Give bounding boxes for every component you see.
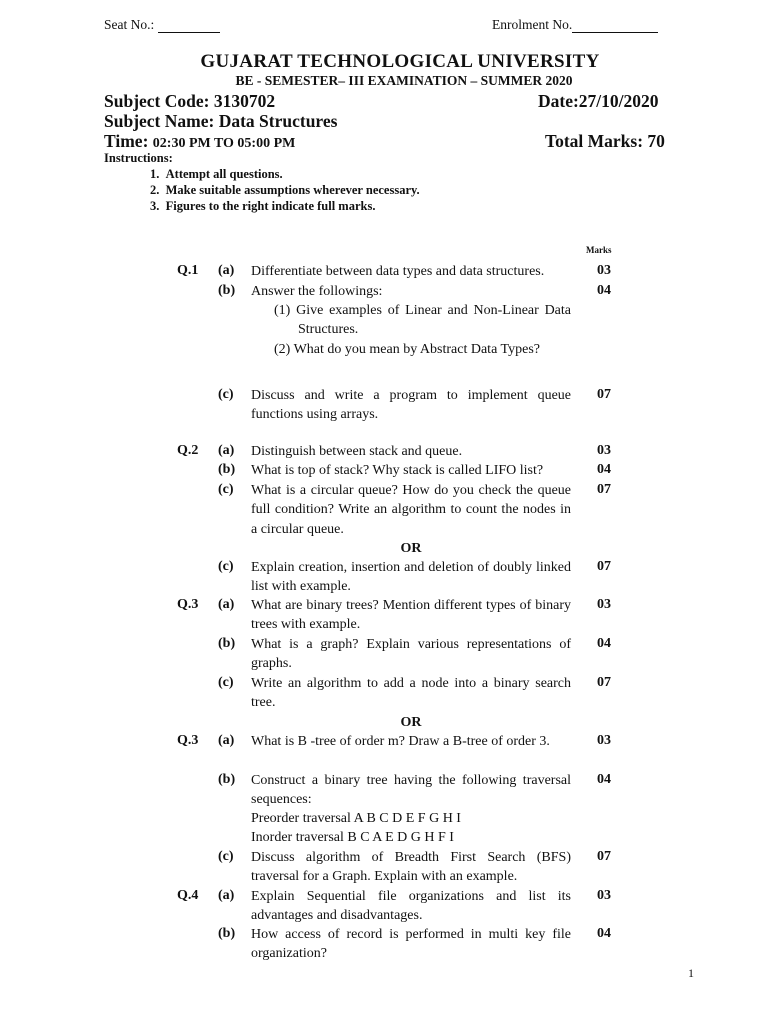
part-label: (b) — [218, 926, 236, 941]
question-text: How access of record is performed in multi key file organization? — [251, 927, 571, 962]
question-number: Q.4 — [177, 888, 199, 903]
seat-number-blank — [158, 19, 220, 33]
question-number: Q.3 — [177, 733, 199, 748]
sub-question-1: (1) Give examples of Linear and Non-Linear Data Structures. — [274, 303, 571, 338]
or-separator: OR — [400, 541, 422, 556]
question-number: Q.3 — [177, 597, 199, 612]
instruction-item: 2. Make suitable assumptions wherever necessary. — [150, 183, 420, 197]
question-number: Q.2 — [177, 443, 199, 458]
question-marks: 03 — [597, 888, 611, 903]
question-marks: 07 — [597, 559, 611, 574]
question-number: Q.1 — [177, 263, 199, 278]
part-label: (c) — [218, 387, 234, 402]
part-label: (a) — [218, 888, 235, 903]
instructions-heading: Instructions: — [104, 151, 173, 165]
instruction-item: 1. Attempt all questions. — [150, 167, 283, 181]
question-marks: 07 — [597, 675, 611, 690]
subject-name: Subject Name: Data Structures — [104, 111, 338, 131]
question-marks: 03 — [597, 733, 611, 748]
part-label: (b) — [218, 283, 236, 298]
question-text: What is a graph? Explain various representations of graphs. — [251, 637, 571, 672]
seat-number-label: Seat No.: — [104, 17, 155, 32]
inorder-sequence: Inorder traversal B C A E D G H F I — [251, 830, 454, 845]
question-marks: 04 — [597, 283, 611, 298]
part-label: (a) — [218, 443, 235, 458]
part-label: (c) — [218, 849, 234, 864]
question-text: What is a circular queue? How do you check the queue full condition? Write an algorithm to count the nodes in a circular queue. — [251, 483, 571, 537]
part-label: (a) — [218, 597, 235, 612]
sub-question-text — [274, 301, 571, 340]
question-text — [251, 771, 571, 810]
university-title: GUJARAT TECHNOLOGICAL UNIVERSITY — [200, 51, 600, 72]
total-marks: Total Marks: 70 — [545, 131, 665, 151]
question-marks: 04 — [597, 462, 611, 477]
part-label: (c) — [218, 559, 234, 574]
enrolment-number-field — [492, 17, 658, 33]
part-label: (b) — [218, 636, 236, 651]
question-text: What is B -tree of order m? Draw a B-tree of order 3. — [251, 734, 550, 749]
question-text-line: Construct a binary tree having the following traversal sequences: — [251, 773, 571, 808]
part-label: (b) — [218, 772, 236, 787]
question-marks: 07 — [597, 387, 611, 402]
question-marks: 04 — [597, 926, 611, 941]
sub-question-2: (2) What do you mean by Abstract Data Types? — [274, 342, 540, 357]
exam-time — [104, 131, 295, 152]
page-number: 1 — [688, 966, 694, 980]
question-text: Discuss algorithm of Breadth First Search (BFS) traversal for a Graph. Explain with an example. — [251, 850, 571, 885]
seat-number-field — [104, 17, 220, 33]
preorder-sequence: Preorder traversal A B C D E F G H I — [251, 811, 461, 826]
or-separator: OR — [400, 715, 422, 730]
question-text: Explain Sequential file organizations and list its advantages and disadvantages. — [251, 889, 571, 924]
question-marks: 03 — [597, 443, 611, 458]
question-marks: 03 — [597, 263, 611, 278]
question-marks: 07 — [597, 849, 611, 864]
instruction-item: 3. Figures to the right indicate full marks. — [150, 199, 376, 213]
exam-title: BE - SEMESTER– III EXAMINATION – SUMMER 2020 — [235, 73, 573, 88]
question-text: Distinguish between stack and queue. — [251, 444, 463, 459]
part-label: (a) — [218, 733, 235, 748]
question-marks: 07 — [597, 482, 611, 497]
question-marks: 04 — [597, 772, 611, 787]
time-value: 02:30 PM TO 05:00 PM — [152, 136, 296, 151]
time-label: Time: — [104, 131, 149, 151]
enrolment-number-blank — [572, 19, 658, 33]
question-text: Write an algorithm to add a node into a binary search tree. — [251, 676, 571, 711]
question-marks: 04 — [597, 636, 611, 651]
question-text: Differentiate between data types and data structures. — [251, 264, 545, 279]
part-label: (b) — [218, 462, 236, 477]
enrolment-number-label: Enrolment No. — [492, 17, 573, 32]
part-label: (c) — [218, 482, 234, 497]
marks-column-heading: Marks — [586, 245, 612, 255]
question-text: What are binary trees? Mention different types of binary trees with example. — [251, 598, 571, 633]
question-marks: 03 — [597, 597, 611, 612]
exam-date: Date:27/10/2020 — [538, 91, 659, 111]
part-label: (a) — [218, 263, 235, 278]
question-text: Discuss and write a program to implement queue functions using arrays. — [251, 388, 571, 423]
subject-code: Subject Code: 3130702 — [104, 91, 276, 111]
question-text: Explain creation, insertion and deletion of doubly linked list with example. — [251, 560, 571, 595]
question-text: Answer the followings: — [251, 284, 383, 299]
part-label: (c) — [218, 675, 234, 690]
question-text: What is top of stack? Why stack is called LIFO list? — [251, 463, 544, 478]
